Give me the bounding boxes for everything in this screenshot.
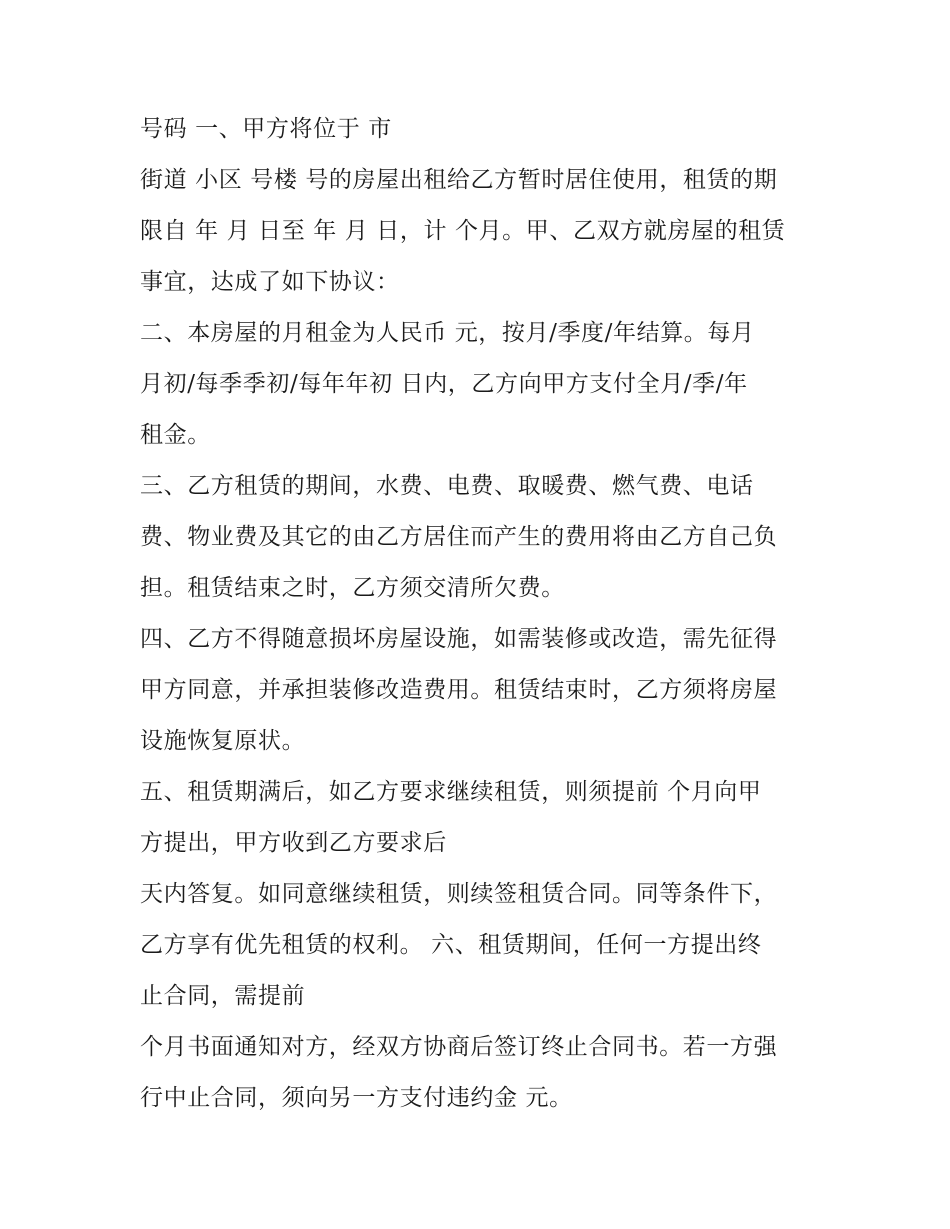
contract-text <box>140 104 820 1124</box>
text-line: 担。租赁结束之时，乙方须交清所欠费。 <box>140 575 565 601</box>
text-line: 号码 一、甲方将位于 市 <box>140 116 392 142</box>
text-line: 三、乙方租赁的期间，水费、电费、取暖费、燃气费、电话 <box>140 473 754 499</box>
text-line: 行中止合同，须向另一方支付违约金 元。 <box>140 1085 573 1111</box>
text-line: 甲方同意，并承担装修改造费用。租赁结束时，乙方须将房屋 <box>140 677 778 703</box>
text-line: 租金。 <box>140 422 211 448</box>
text-line: 二、本房屋的月租金为人民币 元，按月/季度/年结算。每月 <box>140 320 755 346</box>
text-line: 四、乙方不得随意损坏房屋设施，如需装修或改造，需先征得 <box>140 626 778 652</box>
text-line: 设施恢复原状。 <box>140 728 306 754</box>
text-line: 五、租赁期满后，如乙方要求继续租赁，则须提前 个月向甲 <box>140 779 762 805</box>
text-line: 乙方享有优先租赁的权利。 六、租赁期间，任何一方提出终 <box>140 932 762 958</box>
text-line: 止合同，需提前 <box>140 983 306 1009</box>
text-line: 限自 年 月 日至 年 月 日，计 个月。甲、乙双方就房屋的租赁 <box>140 218 786 244</box>
text-line: 方提出，甲方收到乙方要求后 <box>140 830 447 856</box>
text-line: 月初/每季季初/每年年初 日内，乙方向甲方支付全月/季/年 <box>140 371 748 397</box>
text-line: 费、物业费及其它的由乙方居住而产生的费用将由乙方自己负 <box>140 524 778 550</box>
text-line: 天内答复。如同意继续租赁，则续签租赁合同。同等条件下， <box>140 881 778 907</box>
text-line: 个月书面通知对方，经双方协商后签订终止合同书。若一方强 <box>140 1034 778 1060</box>
text-line: 街道 小区 号楼 号的房屋出租给乙方暂时居住使用，租赁的期 <box>140 167 778 193</box>
text-line: 事宜，达成了如下协议： <box>140 269 400 295</box>
